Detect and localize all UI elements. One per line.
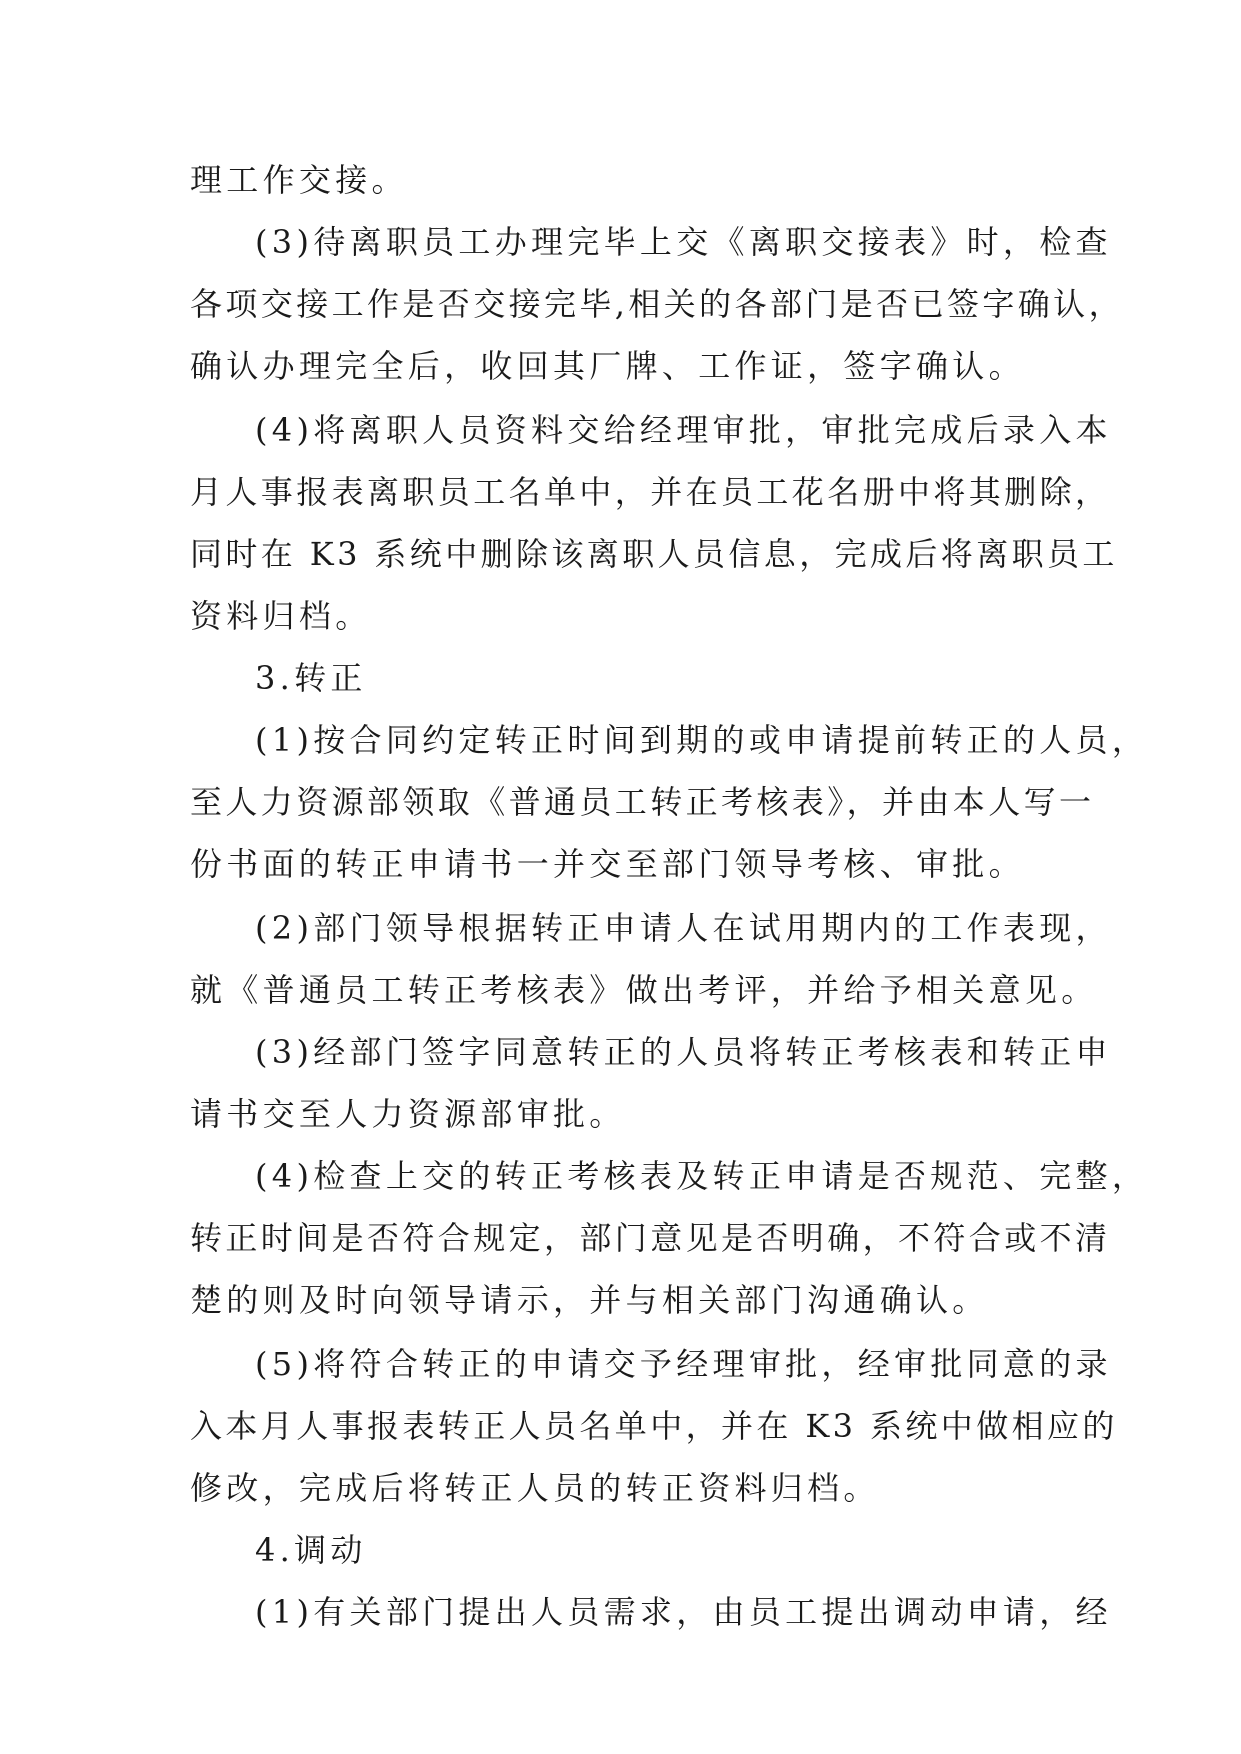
text-line: 资料归档。	[190, 597, 372, 635]
text-line: (3)待离职员工办理完毕上交《离职交接表》时，检查	[255, 223, 1112, 261]
text-line: 修改，完成后将转正人员的转正资料归档。	[190, 1469, 880, 1507]
text-line: (4)检查上交的转正考核表及转正申请是否规范、完整，	[255, 1157, 1149, 1195]
text-line: (3)经部门签字同意转正的人员将转正考核表和转正申	[255, 1033, 1112, 1071]
text-line: 月人事报表离职员工名单中，并在员工花名册中将其删除，	[190, 473, 1111, 511]
text-line: 至人力资源部领取《普通员工转正考核表》，并由本人写一	[190, 783, 1095, 821]
text-line: 楚的则及时向领导请示，并与相关部门沟通确认。	[190, 1281, 989, 1319]
text-line: 同时在 K3 系统中删除该离职人员信息，完成后将离职员工	[190, 535, 1118, 573]
text-line: 各项交接工作是否交接完毕,相关的各部门是否已签字确认，	[190, 285, 1124, 323]
section-heading: 3.转正	[255, 659, 367, 697]
text-line: (1)有关部门提出人员需求，由员工提出调动申请，经	[255, 1593, 1112, 1631]
text-line: 就《普通员工转正考核表》做出考评，并给予相关意见。	[190, 971, 1098, 1009]
text-line: 份书面的转正申请书一并交至部门领导考核、审批。	[190, 845, 1025, 883]
text-line: 请书交至人力资源部审批。	[190, 1095, 626, 1133]
section-heading: 4.调动	[255, 1531, 367, 1569]
text-line: (5)将符合转正的申请交予经理审批，经审批同意的录	[255, 1345, 1112, 1383]
text-line: 理工作交接。	[190, 161, 408, 199]
text-line: (4)将离职人员资料交给经理审批，审批完成后录入本	[255, 411, 1112, 449]
text-line: 入本月人事报表转正人员名单中，并在 K3 系统中做相应的	[190, 1407, 1118, 1445]
text-line: (1)按合同约定转正时间到期的或申请提前转正的人员，	[255, 721, 1149, 759]
text-line: 确认办理完全后，收回其厂牌、工作证，签字确认。	[190, 347, 1025, 385]
text-line: (2)部门领导根据转正申请人在试用期内的工作表现，	[255, 909, 1112, 947]
text-line: 转正时间是否符合规定，部门意见是否明确，不符合或不清	[190, 1219, 1111, 1257]
